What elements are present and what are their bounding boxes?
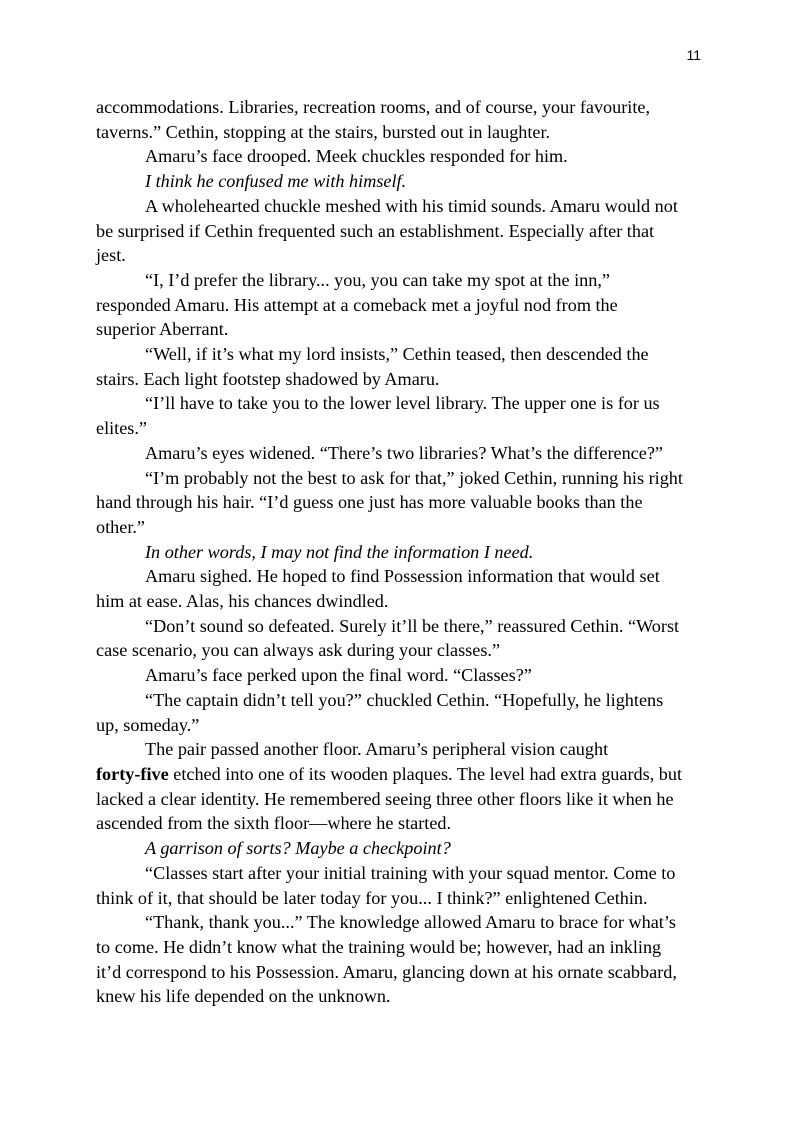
text-line: stairs. Each light footstep shadowed by Amaru. <box>96 368 440 389</box>
text-line: I think he confused me with himself. <box>145 171 407 192</box>
text-line: lacked a clear identity. He remembered seeing three other floors like it when he <box>96 788 674 809</box>
text-line: to come. He didn’t know what the training would be; however, had an inkling <box>96 936 662 957</box>
internal-thought <box>96 169 706 194</box>
text-line: up, someday.” <box>96 714 200 735</box>
text-line: Amaru’s eyes widened. “There’s two libraries? What’s the difference?” <box>145 442 663 463</box>
text-line: “Classes start after your initial training with your squad mentor. Come to <box>145 862 676 883</box>
paragraph <box>96 910 706 1009</box>
text-line: etched into one of its wooden plaques. The level had extra guards, but <box>173 763 683 784</box>
text-line: ascended from the sixth floor—where he started. <box>96 813 452 834</box>
text-line: “Well, if it’s what my lord insists,” Cethin teased, then descended the <box>145 344 649 365</box>
text-line: taverns.” Cethin, stopping at the stairs, bursted out in laughter. <box>96 121 551 142</box>
text-line: Amaru’s face perked upon the final word. “Classes?” <box>145 665 532 686</box>
internal-thought <box>96 540 706 565</box>
text-line: A wholehearted chuckle meshed with his timid sounds. Amaru would not <box>145 195 678 216</box>
internal-thought <box>96 836 706 861</box>
paragraph <box>96 737 706 836</box>
paragraph <box>96 342 706 391</box>
text-line: A garrison of sorts? Maybe a checkpoint? <box>145 838 451 859</box>
text-line: Amaru sighed. He hoped to find Possession information that would set <box>145 566 660 587</box>
text-line: hand through his hair. “I’d guess one just has more valuable books than the <box>96 492 643 513</box>
text-line: jest. <box>96 245 126 266</box>
text-line: case scenario, you can always ask during your classes.” <box>96 640 501 661</box>
text-line: elites.” <box>96 418 148 439</box>
body-text <box>96 95 706 1009</box>
text-line: “I, I’d prefer the library... you, you can take my spot at the inn,” <box>145 269 610 290</box>
text-line: “I’m probably not the best to ask for that,” joked Cethin, running his right <box>145 467 683 488</box>
paragraph <box>96 391 706 440</box>
paragraph <box>96 441 706 466</box>
paragraph <box>96 663 706 688</box>
paragraph <box>96 95 706 144</box>
text-line: “I’ll have to take you to the lower level library. The upper one is for us <box>145 393 660 414</box>
paragraph <box>96 194 706 268</box>
text-line: “Thank, thank you...” The knowledge allowed Amaru to brace for what’s <box>145 912 676 933</box>
paragraph <box>96 466 706 540</box>
text-line: think of it, that should be later today for you... I think?” enlightened Cethin. <box>96 887 648 908</box>
paragraph <box>96 861 706 910</box>
text-line: superior Aberrant. <box>96 319 229 340</box>
paragraph <box>96 144 706 169</box>
text-line: In other words, I may not find the information I need. <box>145 541 534 562</box>
text-line: him at ease. Alas, his chances dwindled. <box>96 591 389 612</box>
page-number: 11 <box>686 47 701 63</box>
bold-floor-label: forty-five <box>96 763 169 784</box>
text-line: The pair passed another floor. Amaru’s peripheral vision caught <box>145 739 609 760</box>
paragraph <box>96 564 706 613</box>
text-line: it’d correspond to his Possession. Amaru, glancing down at his ornate scabbard, <box>96 961 677 982</box>
text-line: other.” <box>96 516 145 537</box>
text-line: “Don’t sound so defeated. Surely it’ll be there,” reassured Cethin. “Worst <box>145 615 680 636</box>
text-line: be surprised if Cethin frequented such an establishment. Especially after that <box>96 220 655 241</box>
paragraph <box>96 614 706 663</box>
text-line: responded Amaru. His attempt at a comeback met a joyful nod from the <box>96 294 618 315</box>
text-line: knew his life depended on the unknown. <box>96 986 391 1007</box>
text-line: “The captain didn’t tell you?” chuckled Cethin. “Hopefully, he lightens <box>145 689 664 710</box>
paragraph <box>96 688 706 737</box>
text-line: accommodations. Libraries, recreation rooms, and of course, your favourite, <box>96 97 651 117</box>
text-line: Amaru’s face drooped. Meek chuckles responded for him. <box>145 146 568 167</box>
paragraph <box>96 268 706 342</box>
